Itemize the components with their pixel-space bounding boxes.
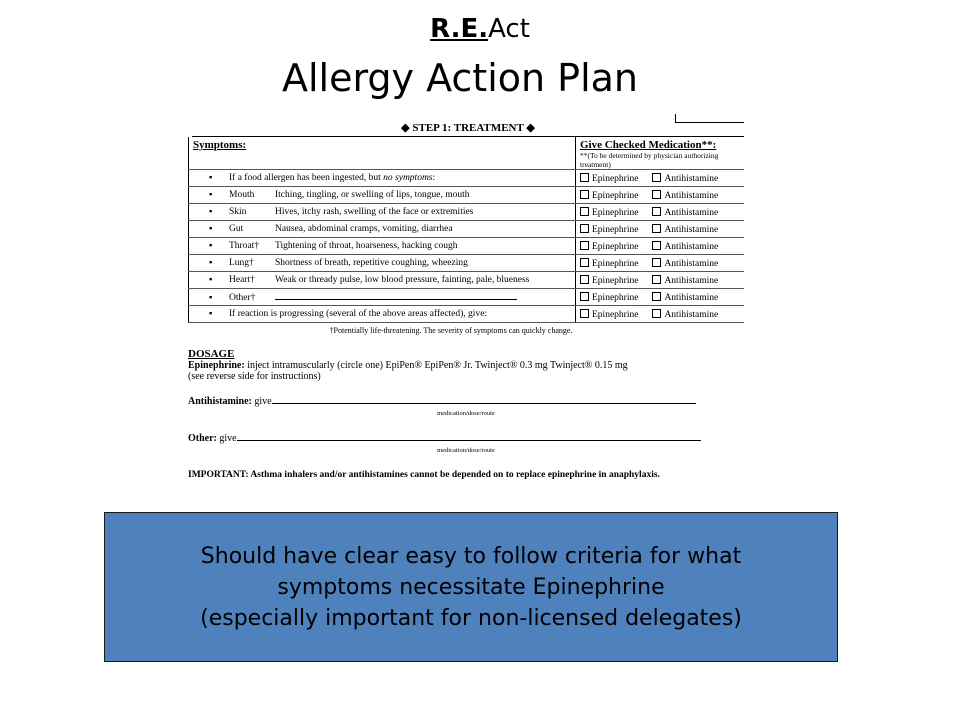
row-text: Nausea, abdominal cramps, vomiting, diarrhea [275,224,453,234]
epinephrine-label: Epinephrine [592,173,639,184]
antihistamine-checkbox[interactable] [652,241,661,250]
antihistamine-label: Antihistamine: [188,396,252,407]
callout-box [104,512,838,662]
symptoms-table [188,137,744,323]
antihistamine-label: Antihistamine [664,292,719,303]
step-header: ◆ STEP 1: TREATMENT ◆ [192,120,744,137]
bullet-icon: ▪ [209,293,213,303]
allergy-action-plan-form [188,120,744,481]
row-area: Lung† [229,258,254,268]
table-row [189,238,745,255]
antihistamine-checkbox[interactable] [652,258,661,267]
antihistamine-checkbox[interactable] [652,190,661,199]
antihistamine-label: Antihistamine [664,173,719,184]
table-header-row [189,137,745,170]
row-text: If reaction is progressing (several of the above areas affected), give: [229,309,488,319]
table-row [189,170,745,187]
antihistamine-label: Antihistamine [664,224,719,235]
row-text-italic: no symptoms [383,173,433,183]
row-text: Hives, itchy rash, swelling of the face or extremities [275,207,474,217]
antihistamine-label: Antihistamine [664,207,719,218]
antihistamine-label: Antihistamine [664,258,719,269]
dosage-section [188,349,744,481]
antihistamine-label: Antihistamine [664,275,719,286]
row-text: Shortness of breath, repetitive coughing, wheezing [275,258,468,268]
antihistamine-checkbox[interactable] [652,292,661,301]
title-re: R.E. [430,14,489,44]
form-corner-mark [675,114,744,123]
slide-subtitle [0,14,960,44]
callout-line: symptoms necessitate Epinephrine [277,574,665,600]
epinephrine-label: Epinephrine [592,275,639,286]
row-text-end: : [432,173,436,183]
antihistamine-give: give [251,396,272,407]
row-text: Itching, tingling, or swelling of lips, tongue, mouth [275,190,470,200]
row-area: Gut [229,224,244,234]
antihistamine-checkbox[interactable] [652,275,661,284]
epinephrine-label: Epinephrine: [188,360,245,371]
other-field[interactable] [237,431,701,441]
epinephrine-checkbox[interactable] [580,190,589,199]
row-area: Throat† [229,241,260,251]
antihistamine-label: Antihistamine [664,241,719,252]
antihistamine-checkbox[interactable] [652,207,661,216]
give-medication-header: Give Checked Medication**: [580,139,717,151]
epinephrine-checkbox[interactable] [580,275,589,284]
physician-note: **(To be determined by physician authorizing treatment) [580,151,719,169]
row-text: Weak or thready pulse, low blood pressure, fainting, pale, blueness [275,275,530,285]
callout-line: Should have clear easy to follow criteria for what [200,543,742,569]
epinephrine-label: Epinephrine [592,241,639,252]
slide-title: Allergy Action Plan [281,56,639,100]
epinephrine-checkbox[interactable] [580,309,589,318]
epinephrine-checkbox[interactable] [580,292,589,301]
epinephrine-label: Epinephrine [592,207,639,218]
epinephrine-dosage-line [188,360,744,371]
other-symptom-field[interactable] [275,291,517,300]
antihistamine-caption: medication/dose/route [437,410,495,417]
epinephrine-checkbox[interactable] [580,207,589,216]
epinephrine-note: (see reverse side for instructions) [188,371,321,382]
antihistamine-dosage-line [188,394,744,407]
antihistamine-checkbox[interactable] [652,224,661,233]
dosage-heading: DOSAGE [188,348,235,360]
antihistamine-checkbox[interactable] [652,309,661,318]
table-row [189,255,745,272]
epinephrine-label: Epinephrine [592,258,639,269]
symptoms-header: Symptoms: [193,139,247,151]
bullet-icon: ▪ [209,275,213,285]
other-dosage-line [188,431,744,444]
epinephrine-checkbox[interactable] [580,258,589,267]
symptoms-header-cell [189,137,576,170]
give-header-cell [576,137,745,170]
epinephrine-checkbox[interactable] [580,241,589,250]
table-row [189,289,745,306]
bullet-icon: ▪ [209,173,213,183]
epinephrine-checkbox[interactable] [580,173,589,182]
bullet-icon: ▪ [209,190,213,200]
important-note: IMPORTANT: Asthma inhalers and/or antihistamines cannot be depended on to replace epinephrine in anaphylaxis. [188,470,660,480]
epinephrine-label: Epinephrine [592,292,639,303]
callout-text [200,541,742,634]
other-caption: medication/dose/route [437,447,495,454]
title-act: Act [488,14,530,44]
antihistamine-label: Antihistamine [664,309,719,320]
table-row [189,204,745,221]
epinephrine-checkbox[interactable] [580,224,589,233]
epinephrine-label: Epinephrine [592,224,639,235]
epinephrine-label: Epinephrine [592,309,639,320]
other-give: give [216,433,237,444]
bullet-icon: ▪ [209,309,213,319]
callout-line: (especially important for non-licensed delegates) [200,605,742,631]
row-area: Heart† [229,275,255,285]
antihistamine-checkbox[interactable] [652,173,661,182]
row-area: Other† [229,293,256,303]
footnote: †Potentially life-threatening. The severity of symptoms can quickly change. [329,326,573,335]
row-text: If a food allergen has been ingested, but [229,173,384,183]
table-row [189,306,745,323]
epinephrine-label: Epinephrine [592,190,639,201]
table-row [189,221,745,238]
row-area: Mouth [229,190,255,200]
bullet-icon: ▪ [209,241,213,251]
table-row [189,272,745,289]
bullet-icon: ▪ [209,258,213,268]
antihistamine-label: Antihistamine [664,190,719,201]
bullet-icon: ▪ [209,207,213,217]
other-label: Other: [188,433,217,444]
row-text: Tightening of throat, hoarseness, hacking cough [275,241,458,251]
bullet-icon: ▪ [209,224,213,234]
row-area: Skin [229,207,247,217]
antihistamine-field[interactable] [272,394,696,404]
epinephrine-options: inject intramuscularly (circle one) EpiPen® EpiPen® Jr. Twinject® 0.3 mg Twinject® 0.15 mg [244,360,628,371]
table-row [189,187,745,204]
